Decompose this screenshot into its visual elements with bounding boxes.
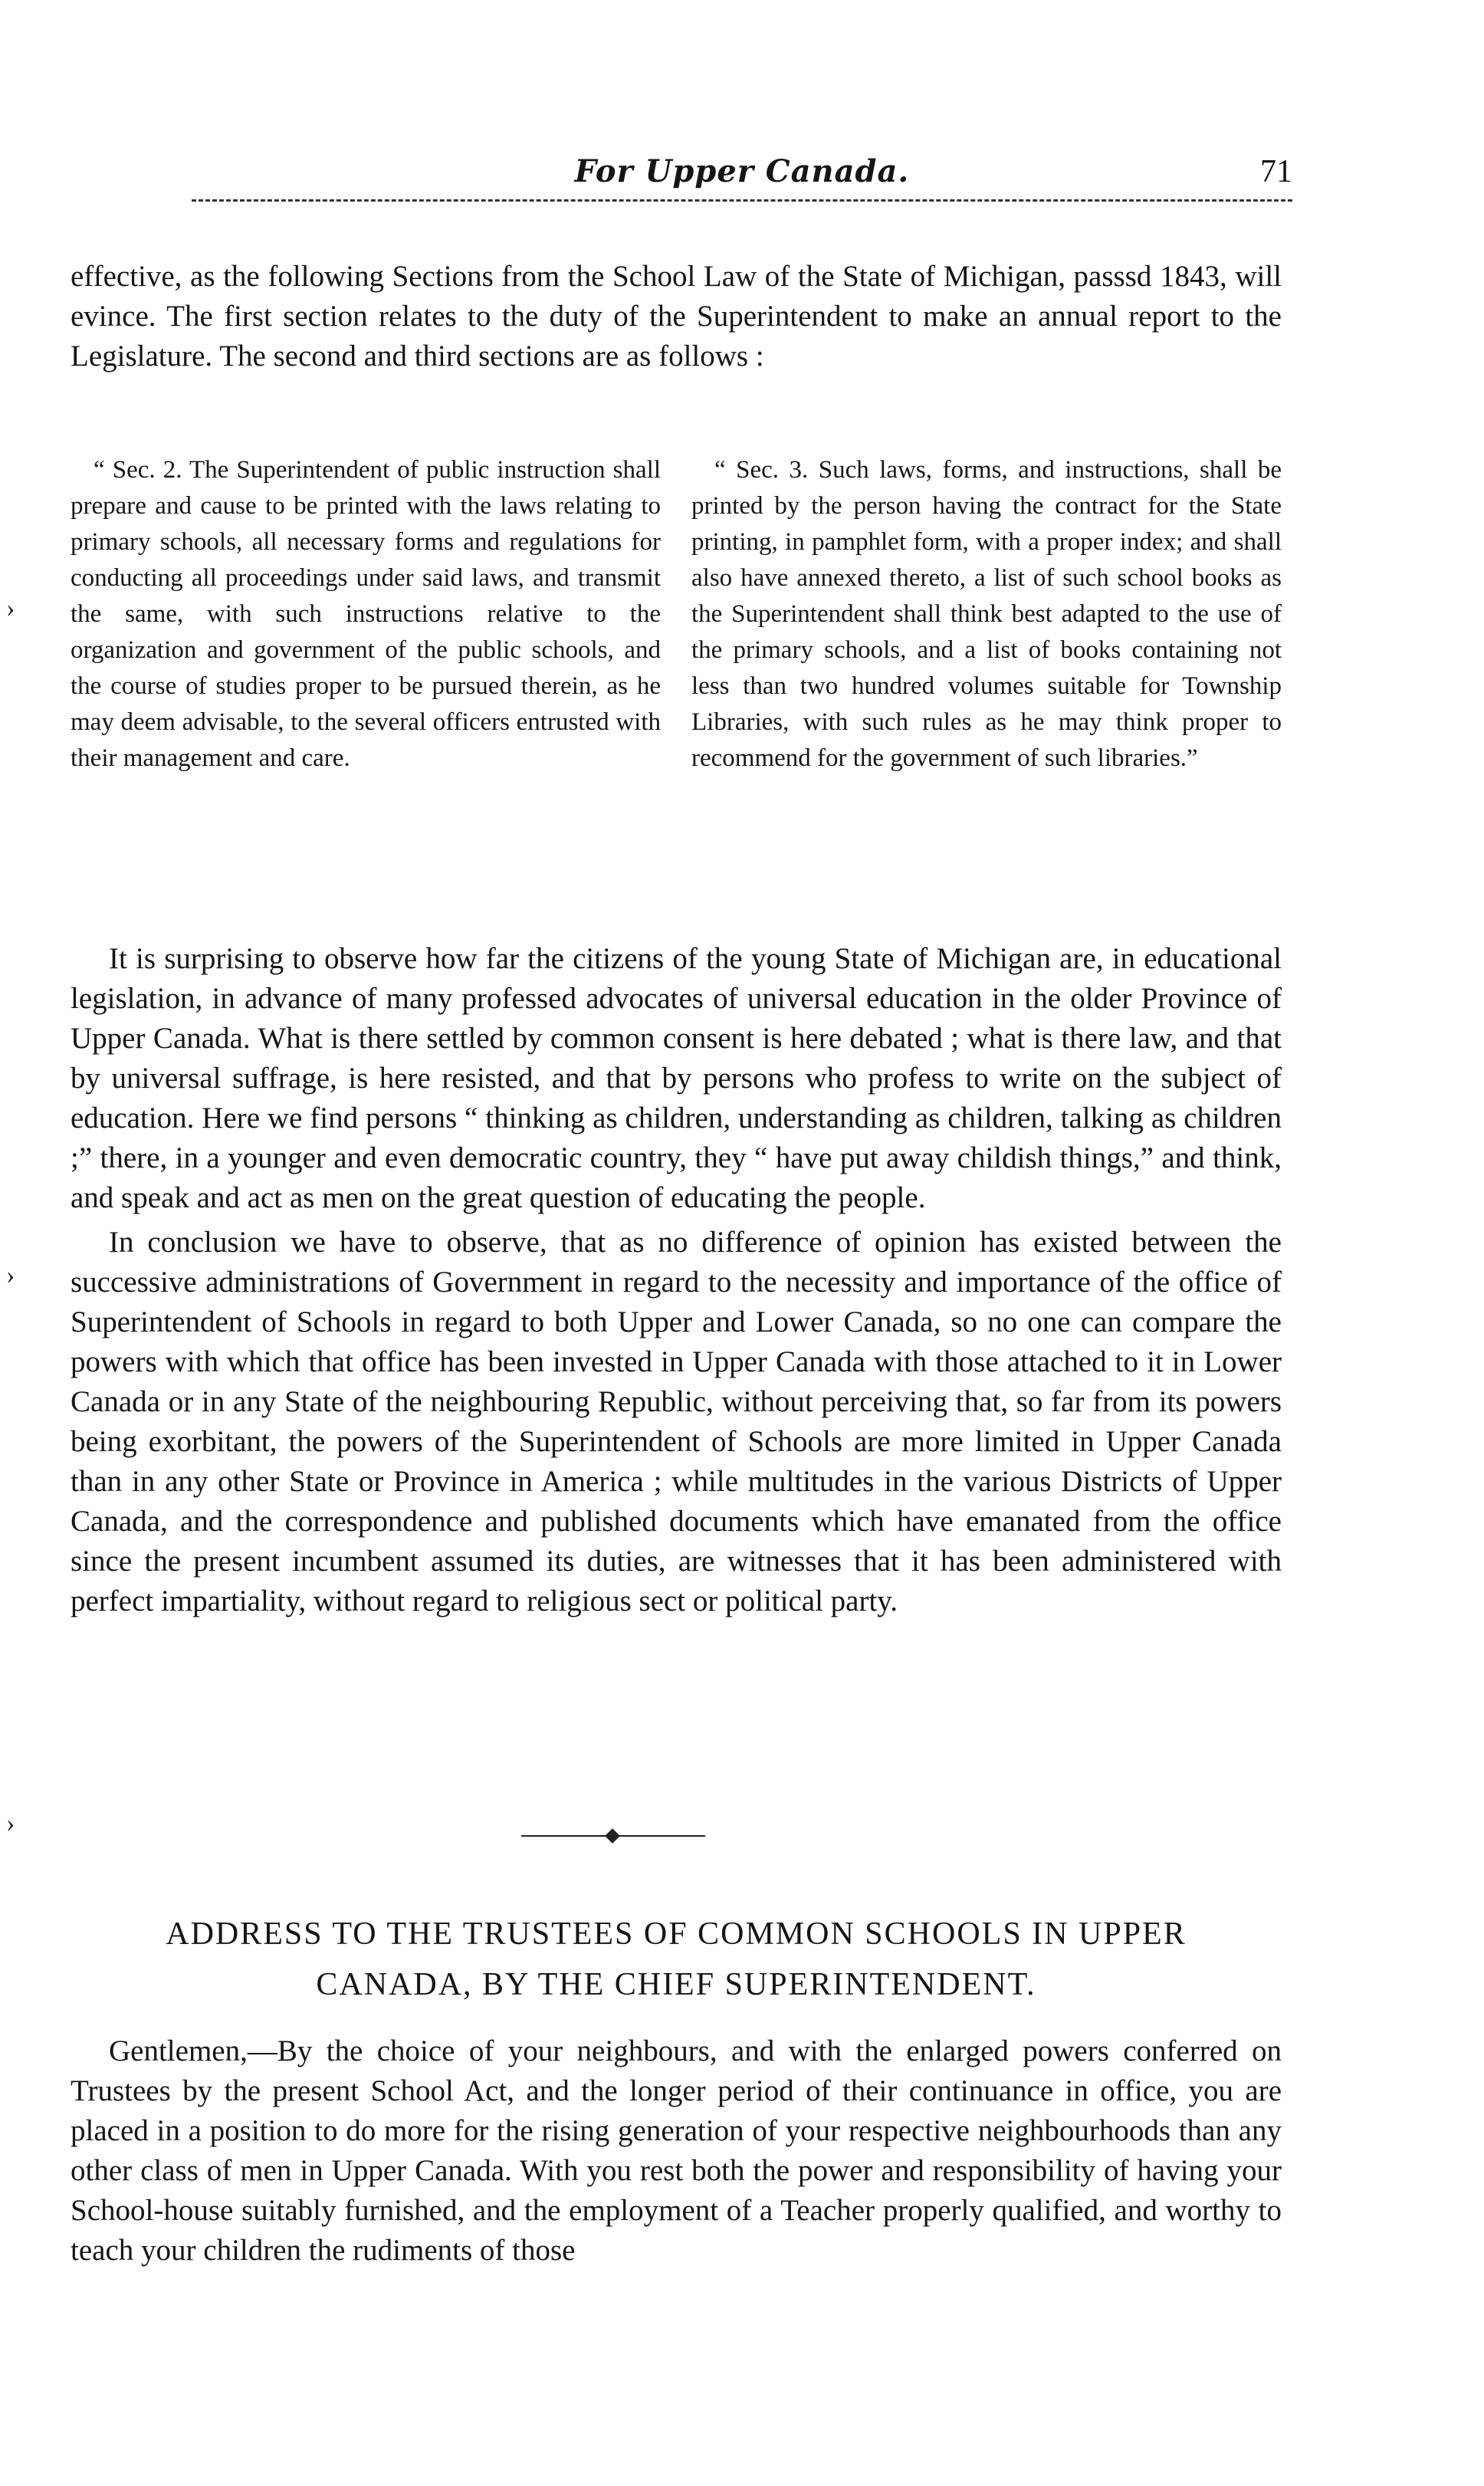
quoted-sections xyxy=(71,452,1282,928)
michigan-paragraph: It is surprising to observe how far the citizens of the young State of Michigan are, in educational legislation, in advance of many professed advocates of universal education in the older Province of Upper Canada. What is there settled by common consent is here debated ; what is there law, and that by universal suffrage, is here resisted, and that by persons who profess to write on the subject of education. Here we find persons “ thinking as children, understanding as children, talking as children ;” there, in a younger and even democratic country, they “ have put away childish things,” and think, and speak and act as men on the great question of educating the people. xyxy=(71,942,1282,1214)
header-rule xyxy=(192,199,1292,202)
address-heading-line-2: CANADA, BY THE CHIEF SUPERINTENDENT. xyxy=(316,1967,1036,2002)
running-title: For Upper Canada. xyxy=(574,153,910,189)
page-number: 71 xyxy=(1260,154,1292,189)
section-2-column xyxy=(71,452,661,777)
intro-paragraph: effective, as the following Sections from the School Law of the State of Michigan, passsd 1843, will evince. The first section relates to the duty of the Superintendent to make an annual report to the Legislature. The second and third sections are as follows : xyxy=(71,260,1282,373)
margin-mark-icon: › xyxy=(6,1809,15,1837)
intro-section xyxy=(71,257,1282,376)
conclusion-paragraph: In conclusion we have to observe, that as no difference of opinion has existed between the successive administrations of Government in regard to the necessity and importance of the office of Superintendent of Schools in regard to both Upper and Lower Canada, so no one can compare the powers with which that office has been invested in Upper Canada with those attached to it in Lower Canada or in any State of the neighbouring Republic, without perceiving that, so far from its powers being exorbitant, the powers of the Superintendent of Schools are more limited in Upper Canada than in any other State or Province in America ; while multitudes in the various Districts of Upper Canada, and the correspondence and published documents which have emanated from the office since the present incumbent assumed its duties, are witnesses that it has been administered with perfect impartiality, without regard to religious sect or political party. xyxy=(71,1226,1282,1617)
section-3-column xyxy=(691,452,1282,777)
margin-mark-icon: › xyxy=(6,594,15,622)
section-divider-ornament xyxy=(521,1828,705,1844)
address-heading xyxy=(71,1909,1282,2010)
margin-mark-icon: › xyxy=(6,1261,15,1289)
address-body xyxy=(71,2031,1282,2271)
section-3-text: “ Sec. 3. Such laws, forms, and instructions, shall be printed by the person having the contract for the State printing, in pamphlet form, with a proper index; and shall also have annexed thereto, a list of such school books as the Superintendent shall think best adapted to the use of the primary schools, and a list of books containing not less than two hundred volumes suitable for Township Libraries, with such rules as he may think proper to recommend for the government of such libraries.” xyxy=(691,456,1282,772)
divider-diamond-icon xyxy=(605,1828,620,1844)
section-2-text: “ Sec. 2. The Superintendent of public instruction shall prepare and cause to be printed with the laws relating to primary schools, all necessary forms and regulations for conducting all proceedings under said laws, and transmit the same, with such instructions relative to the organization and government of the public schools, and the course of studies proper to be pursued therein, as he may deem advisable, to the several officers entrusted with their management and care. xyxy=(71,456,661,772)
running-head xyxy=(0,153,1484,199)
gentlemen-paragraph: Gentlemen,—By the choice of your neighbours, and with the enlarged powers conferred on Trustees by the present School Act, and the longer period of their continuance in office, you are placed in a position to do more for the rising generation of your respective neighbourhoods than any other class of men in Upper Canada. With you rest both the power and responsibility of having your School-house suitably furnished, and the employment of a Teacher properly qualified, and worthy to teach your children the rudiments of those xyxy=(71,2034,1282,2267)
main-section xyxy=(71,939,1282,1621)
address-heading-line-1: ADDRESS TO THE TRUSTEES OF COMMON SCHOOLS IN UPPER xyxy=(166,1916,1187,1952)
